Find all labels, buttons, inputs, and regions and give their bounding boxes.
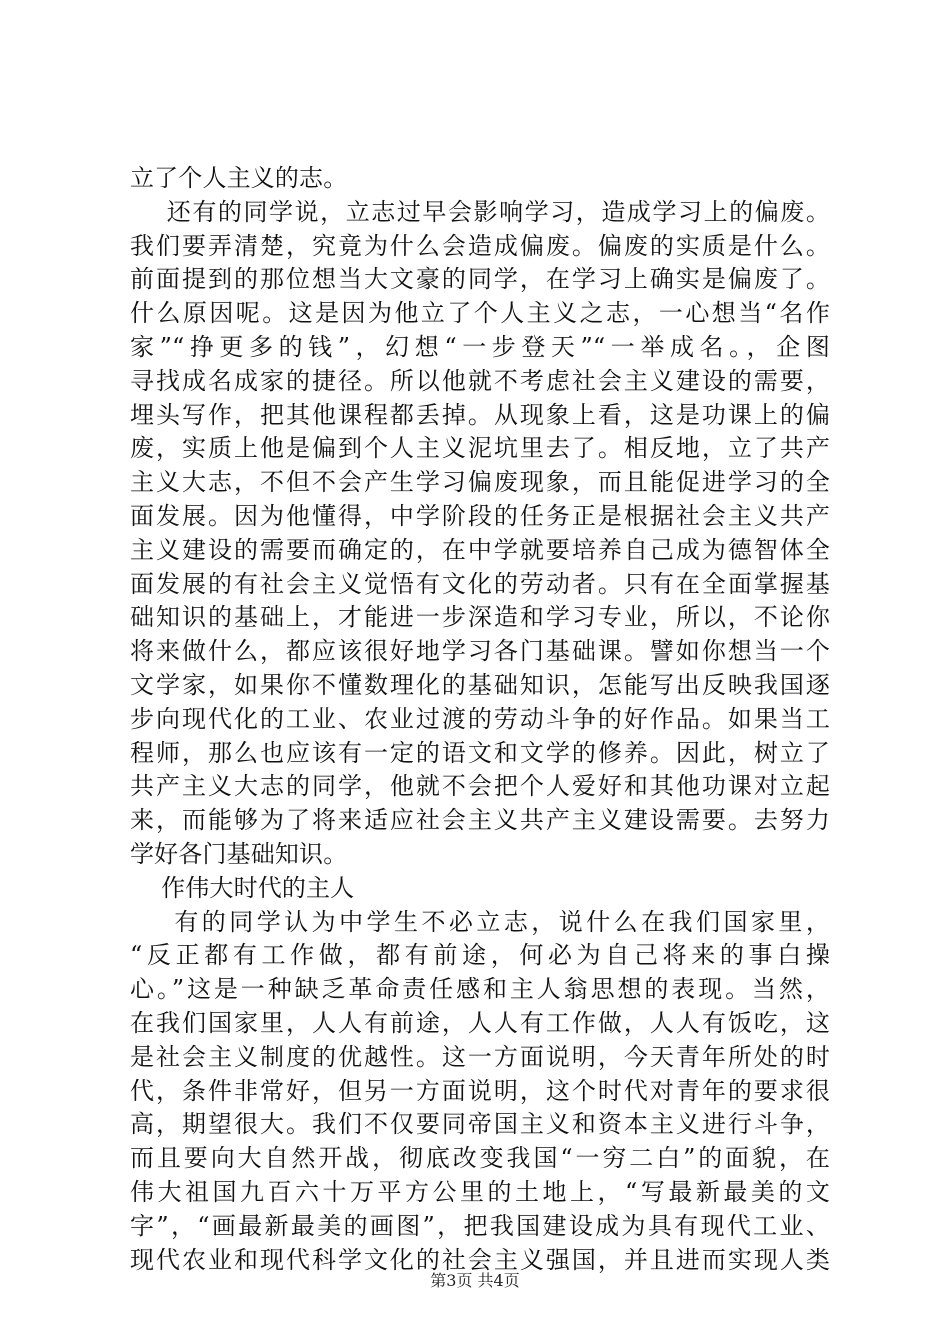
text-line: 什么原因呢。这是因为他立了个人主义之志，一心想当“名作 <box>130 299 830 328</box>
text-line: 学好各门基础知识。 <box>130 839 348 868</box>
text-line: 来，而能够为了将来适应社会主义共产主义建设需要。去努力 <box>130 806 830 835</box>
text-line: 字”，“画最新最美的画图”，把我国建设成为具有现代工业、 <box>130 1211 830 1240</box>
text-line: 而且要向大自然开战，彻底改变我国“一穷二白”的面貌，在 <box>130 1144 830 1173</box>
text-line: 家”“挣更多的钱”，幻想“一步登天”“一举成名。，企图 <box>130 332 830 361</box>
text-line: 立了个人主义的志。 <box>130 164 348 192</box>
text-line: 主义建设的需要而确定的，在中学就要培养自己成为德智体全 <box>130 535 830 564</box>
text-line: 有的同学认为中学生不必立志，说什么在我们国家里， <box>130 907 830 936</box>
text-line: 心。”这是一种缺乏革命责任感和主人翁思想的表现。当然， <box>130 975 830 1004</box>
text-line: 共产主义大志的同学，他就不会把个人爱好和其他功课对立起 <box>130 772 830 801</box>
text-line: 础知识的基础上，才能进一步深造和学习专业，所以，不论你 <box>130 603 830 632</box>
page-footer: 第3页 共4页 <box>430 1271 520 1290</box>
text-line: 废，实质上他是偏到个人主义泥坑里去了。相反地，立了共产 <box>130 434 830 463</box>
text-line: 面发展的有社会主义觉悟有文化的劳动者。只有在全面掌握基 <box>130 569 830 598</box>
text-line: 还有的同学说，立志过早会影响学习，造成学习上的偏废。 <box>130 197 830 226</box>
text-line: 寻找成名成家的捷径。所以他就不考虑社会主义建设的需要， <box>130 366 830 395</box>
text-line: 埋头写作，把其他课程都丢掉。从现象上看，这是功课上的偏 <box>130 400 830 429</box>
text-line: 是社会主义制度的优越性。这一方面说明，今天青年所处的时 <box>130 1042 830 1071</box>
text-line: 高，期望很大。我们不仅要同帝国主义和资本主义进行斗争， <box>130 1110 830 1139</box>
text-line: 伟大祖国九百六十万平方公里的土地上，“写最新最美的文 <box>130 1177 830 1206</box>
text-line: 我们要弄清楚，究竟为什么会造成偏废。偏废的实质是什么。 <box>130 231 830 260</box>
text-line: 在我们国家里，人人有前途，人人有工作做，人人有饭吃，这 <box>130 1008 830 1037</box>
text-line: 代，条件非常好，但另一方面说明，这个时代对青年的要求很 <box>130 1076 830 1105</box>
text-line: 步向现代化的工业、农业过渡的劳动斗争的好作品。如果当工 <box>130 704 830 733</box>
text-line: 作伟大时代的主人 <box>130 873 355 902</box>
text-line: “反正都有工作做，都有前途，何必为自己将来的事白操 <box>130 941 830 970</box>
text-line: 现代农业和现代科学文化的社会主义强国，并且进而实现人类 <box>130 1245 830 1274</box>
body-text <box>130 162 830 1277</box>
text-line: 程师，那么也应该有一定的语文和文学的修养。因此，树立了 <box>130 738 830 767</box>
text-line: 主义大志，不但不会产生学习偏废现象，而且能促进学习的全 <box>130 468 830 497</box>
text-line: 文学家，如果你不懂数理化的基础知识，怎能写出反映我国逐 <box>130 670 830 699</box>
text-line: 前面提到的那位想当大文豪的同学，在学习上确实是偏废了。 <box>130 265 830 294</box>
text-line: 面发展。因为他懂得，中学阶段的任务正是根据社会主义共产 <box>130 501 830 530</box>
text-line: 将来做什么，都应该很好地学习各门基础课。譬如你想当一个 <box>130 637 830 666</box>
